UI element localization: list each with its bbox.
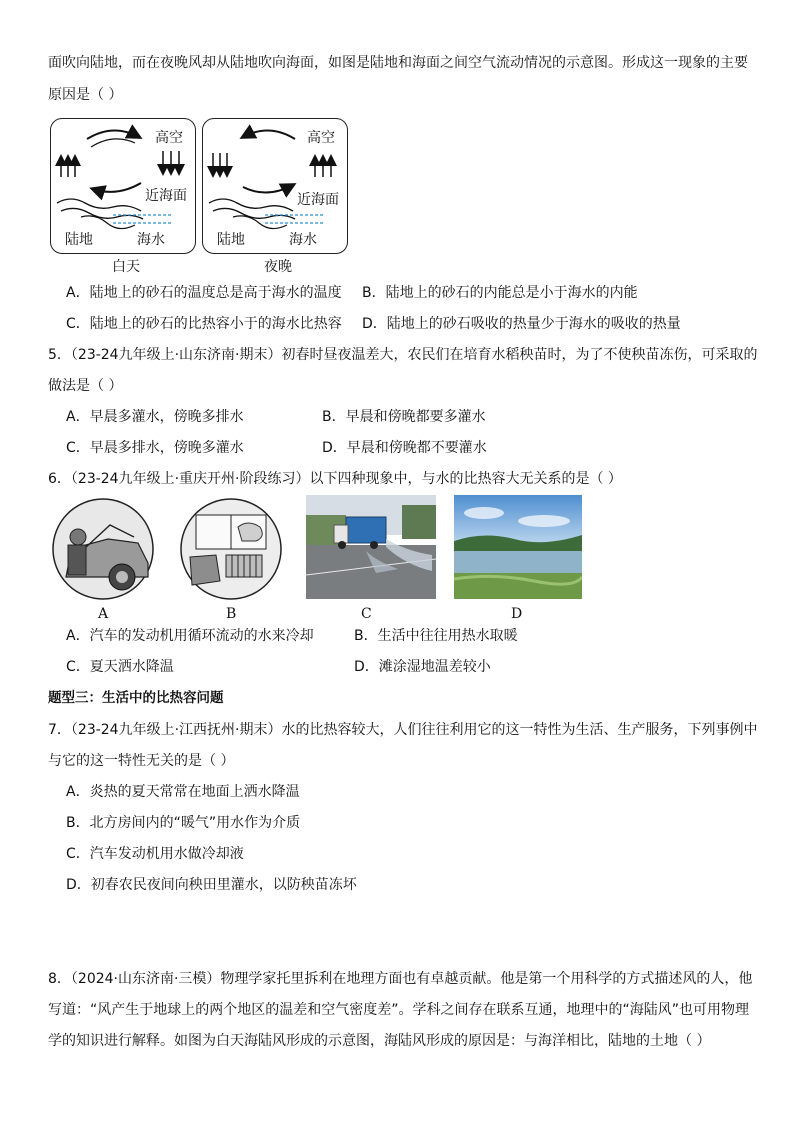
image-label-c: C <box>361 606 372 622</box>
q7-stem-line-1: 7．（23-24九年级上·江西抚州·期末）水的比热容较大，人们往往利用它的这一特性为生活、生产服务，下列事例中 <box>48 722 758 738</box>
night-sea-label: 海水 <box>289 232 317 248</box>
intro-line-2: 原因是（ ） <box>48 87 123 103</box>
q8-stem-line-3: 学的知识进行解释。如图为白天海陆风形成的示意图，海陆风形成的原因是：与海洋相比，陆地的土地（ ） <box>48 1033 711 1049</box>
q8-stem-line-1: 8．（2024·山东济南·三模）物理学家托里拆利在地理方面也有卓越贡献。他是第一个用科学的方式描述风的人，他 <box>48 971 753 987</box>
night-caption: 夜晚 <box>264 259 292 275</box>
day-panel <box>50 118 196 254</box>
day-near-sea-label: 近海面 <box>145 188 187 204</box>
water-truck-scene <box>306 495 436 599</box>
image-label-b: B <box>226 606 237 622</box>
q6-option-b: B．生活中往往用热水取暖 <box>354 628 518 644</box>
q7-option-c: C．汽车发动机用水做冷却液 <box>66 846 244 862</box>
q5-option-b: B．早晨和傍晚都要多灌水 <box>322 409 486 425</box>
q5-option-a: A．早晨多灌水，傍晚多排水 <box>66 409 244 425</box>
q5-stem-line-2: 做法是（ ） <box>48 378 123 394</box>
night-panel <box>202 118 348 254</box>
intro-line-1: 面吹向陆地，而在夜晚风却从陆地吹向海面，如图是陆地和海面之间空气流动情况的示意图。形成这一现象的主要 <box>48 55 748 71</box>
section-3-title: 题型三：生活中的比热容问题 <box>48 690 224 706</box>
q4-option-d: D．陆地上的砂石吸收的热量少于海水的吸收的热量 <box>362 316 681 332</box>
car-engine-image <box>48 497 158 601</box>
q6-option-d: D．滩涂湿地温差较小 <box>354 659 491 675</box>
q7-option-b: B．北方房间内的“暖气”用水作为介质 <box>66 815 301 831</box>
q5-stem-line-1: 5．（23-24九年级上·山东济南·期末）初春时昼夜温差大，农民们在培育水稻秧苗时，为了不使秧苗冻伤，可采取的 <box>48 347 758 363</box>
q6-option-c: C．夏天洒水降温 <box>66 659 174 675</box>
night-near-sea-label: 近海面 <box>297 192 339 208</box>
q7-stem-line-2: 与它的这一特性无关的是（ ） <box>48 753 235 769</box>
q5-option-d: D．早晨和傍晚都不要灌水 <box>322 440 487 456</box>
water-truck-photo <box>306 495 436 599</box>
night-land-label: 陆地 <box>217 232 245 248</box>
q4-option-c: C．陆地上的砂石的比热容小于的海水比热容 <box>66 316 342 332</box>
q6-stem: 6．（23-24九年级上·重庆开州·阶段练习）以下四种现象中，与水的比热容大无关系的是（ ） <box>48 471 622 487</box>
image-label-d: D <box>511 606 523 622</box>
night-high-label: 高空 <box>307 130 335 146</box>
day-caption: 白天 <box>112 259 140 275</box>
car-engine-illustration <box>48 497 158 601</box>
q8-stem-line-2: 写道：“风产生于地球上的两个地区的温差和空气密度差”。学科之间存在联系互通，地理中的“海陆风”也可用物理 <box>48 1002 750 1018</box>
q4-option-a: A．陆地上的砂石的温度总是高于海水的温度 <box>66 285 342 301</box>
image-label-a: A <box>98 606 109 622</box>
q5-option-c: C．早晨多排水，傍晚多灌水 <box>66 440 244 456</box>
wetland-scene <box>454 495 582 599</box>
day-sea-label: 海水 <box>137 232 165 248</box>
q7-option-d: D．初春农民夜间向秧田里灌水，以防秧苗冻坏 <box>66 877 357 893</box>
q6-option-a: A．汽车的发动机用循环流动的水来冷却 <box>66 628 314 644</box>
day-high-label: 高空 <box>155 130 183 146</box>
radiator-room-illustration <box>176 497 286 601</box>
q4-option-b: B．陆地上的砂石的内能总是小于海水的内能 <box>362 285 638 301</box>
wetland-photo <box>454 495 582 599</box>
q7-option-a: A．炎热的夏天常常在地面上洒水降温 <box>66 784 300 800</box>
day-land-label: 陆地 <box>65 232 93 248</box>
radiator-room-image <box>176 497 286 601</box>
